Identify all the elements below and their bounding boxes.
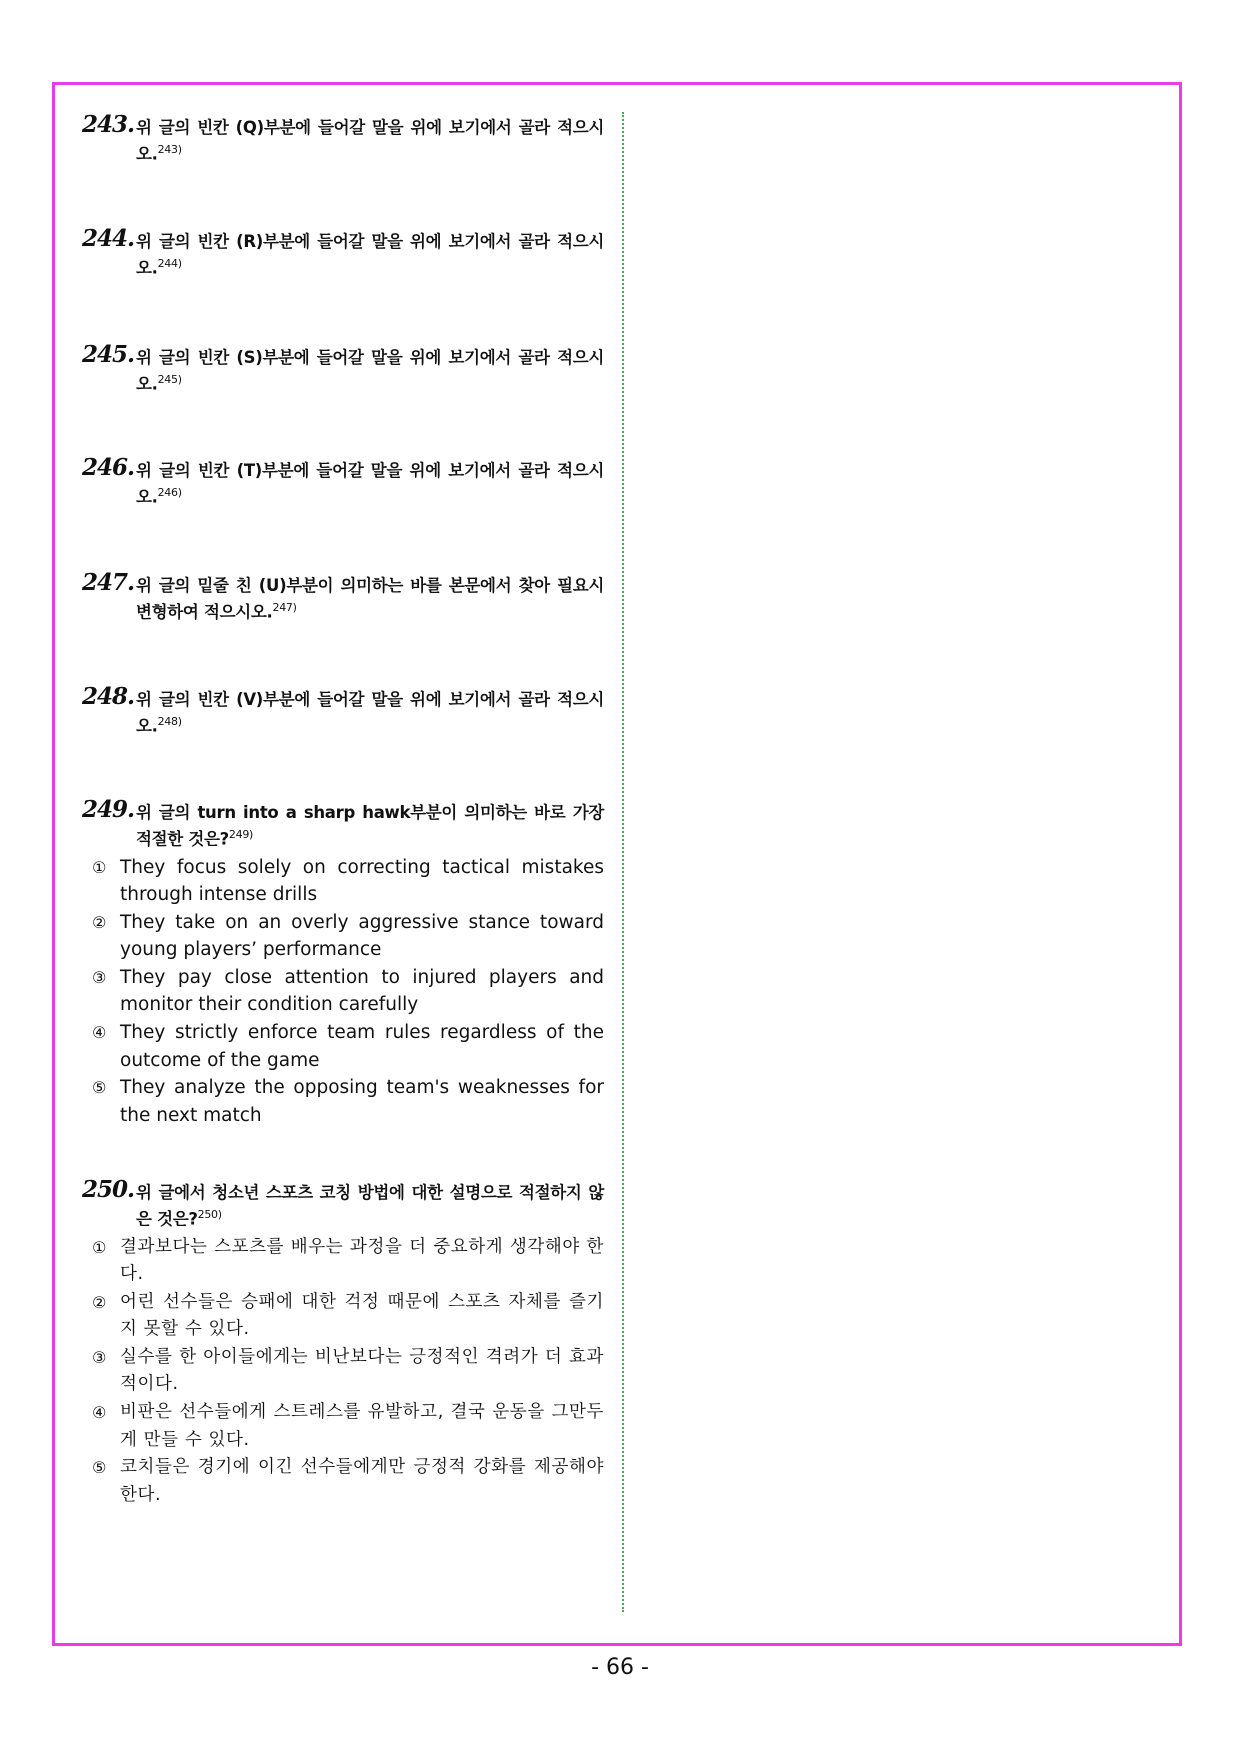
footnote-ref: 243) — [157, 143, 182, 156]
question-text: 위 글의 빈칸 (R)부분에 들어갈 말을 위에 보기에서 골라 적으시오. — [136, 232, 604, 278]
question-text: 위 글에서 청소년 스포츠 코칭 방법에 대한 설명으로 적절하지 않은 것은? — [136, 1183, 604, 1229]
question-244 — [82, 225, 604, 280]
question-text: 위 글의 빈칸 (T)부분에 들어갈 말을 위에 보기에서 골라 적으시오. — [136, 461, 604, 507]
footnote-ref: 249) — [228, 828, 254, 841]
question-text: 위 글의 빈칸 (S)부분에 들어갈 말을 위에 보기에서 골라 적으시오. — [136, 348, 604, 394]
answer-choices — [82, 854, 604, 1130]
choice-text: 실수를 한 아이들에게는 비난보다는 긍정적인 격려가 더 효과적이다. — [120, 1346, 604, 1395]
choice-text: They pay close attention to injured players and monitor their condition carefully — [120, 966, 604, 1016]
question-number: 249. — [82, 796, 135, 823]
footnote-ref: 245) — [157, 373, 182, 386]
choice-text: They analyze the opposing team's weaknesses for the next match — [120, 1077, 604, 1126]
choice-marker: ⑤ — [92, 1078, 107, 1098]
answer-choices — [82, 1234, 604, 1510]
question-249-block — [82, 796, 604, 1129]
choice-marker: ④ — [92, 1023, 107, 1043]
choice-2[interactable] — [82, 909, 604, 964]
choice-1[interactable] — [82, 1234, 604, 1289]
choice-5[interactable] — [82, 1074, 604, 1129]
choice-5[interactable] — [82, 1454, 604, 1509]
choice-3[interactable] — [82, 964, 604, 1019]
question-number: 250. — [82, 1176, 135, 1203]
column-divider — [622, 112, 624, 1612]
question-number: 245. — [82, 341, 135, 368]
question-249 — [82, 796, 604, 851]
choice-text: 코치들은 경기에 이긴 선수들에게만 긍정적 강화를 제공해야 한다. — [120, 1457, 604, 1505]
question-248 — [82, 683, 604, 738]
question-text: 위 글의 밑줄 친 (U)부분이 의미하는 바를 본문에서 찾아 필요시 변형하여 적으시오. — [136, 576, 604, 622]
choice-text: They take on an overly aggressive stance toward young players’ performance — [120, 911, 604, 961]
question-number: 248. — [82, 683, 135, 710]
choice-text: 결과보다는 스포츠를 배우는 과정을 더 중요하게 생각해야 한다. — [120, 1236, 604, 1285]
choice-4[interactable] — [82, 1399, 604, 1454]
choice-1[interactable] — [82, 854, 604, 909]
choice-marker: ① — [92, 1237, 107, 1257]
question-250-block — [82, 1176, 604, 1509]
question-number: 244. — [82, 225, 135, 252]
choice-marker: ③ — [92, 967, 107, 987]
question-243 — [82, 111, 604, 166]
question-text: 위 글의 turn into a sharp hawk부분이 의미하는 바로 가장 적절한 것은? — [136, 803, 604, 849]
choice-text: 어린 선수들은 승패에 대한 걱정 때문에 스포츠 자체를 즐기지 못할 수 있다. — [120, 1291, 604, 1340]
choice-3[interactable] — [82, 1344, 604, 1399]
question-text: 위 글의 빈칸 (Q)부분에 들어갈 말을 위에 보기에서 골라 적으시오. — [136, 118, 604, 164]
question-250 — [82, 1176, 604, 1231]
footnote-ref: 247) — [272, 601, 297, 614]
choice-4[interactable] — [82, 1019, 604, 1074]
choice-marker: ③ — [92, 1347, 107, 1367]
choice-text: They strictly enforce team rules regardless of the outcome of the game — [120, 1022, 604, 1071]
question-number: 243. — [82, 111, 135, 138]
choice-2[interactable] — [82, 1289, 604, 1344]
question-247 — [82, 569, 604, 624]
choice-text: 비판은 선수들에게 스트레스를 유발하고, 결국 운동을 그만두게 만들 수 있다. — [120, 1402, 604, 1450]
footnote-ref: 246) — [157, 486, 182, 499]
question-number: 246. — [82, 454, 135, 481]
question-text: 위 글의 빈칸 (V)부분에 들어갈 말을 위에 보기에서 골라 적으시오. — [136, 690, 604, 736]
choice-marker: ④ — [92, 1403, 107, 1423]
choice-text: They focus solely on correcting tactical mistakes through intense drills — [120, 856, 604, 906]
footnote-ref: 250) — [197, 1208, 222, 1221]
choice-marker: ① — [92, 857, 107, 877]
choice-marker: ② — [92, 1292, 107, 1312]
footnote-ref: 248) — [157, 715, 182, 728]
question-245 — [82, 341, 604, 396]
page-number: - 66 - — [591, 1655, 649, 1680]
question-246 — [82, 454, 604, 509]
choice-marker: ② — [92, 912, 107, 932]
choice-marker: ⑤ — [92, 1458, 107, 1478]
footnote-ref: 244) — [157, 257, 182, 270]
question-number: 247. — [82, 569, 135, 596]
